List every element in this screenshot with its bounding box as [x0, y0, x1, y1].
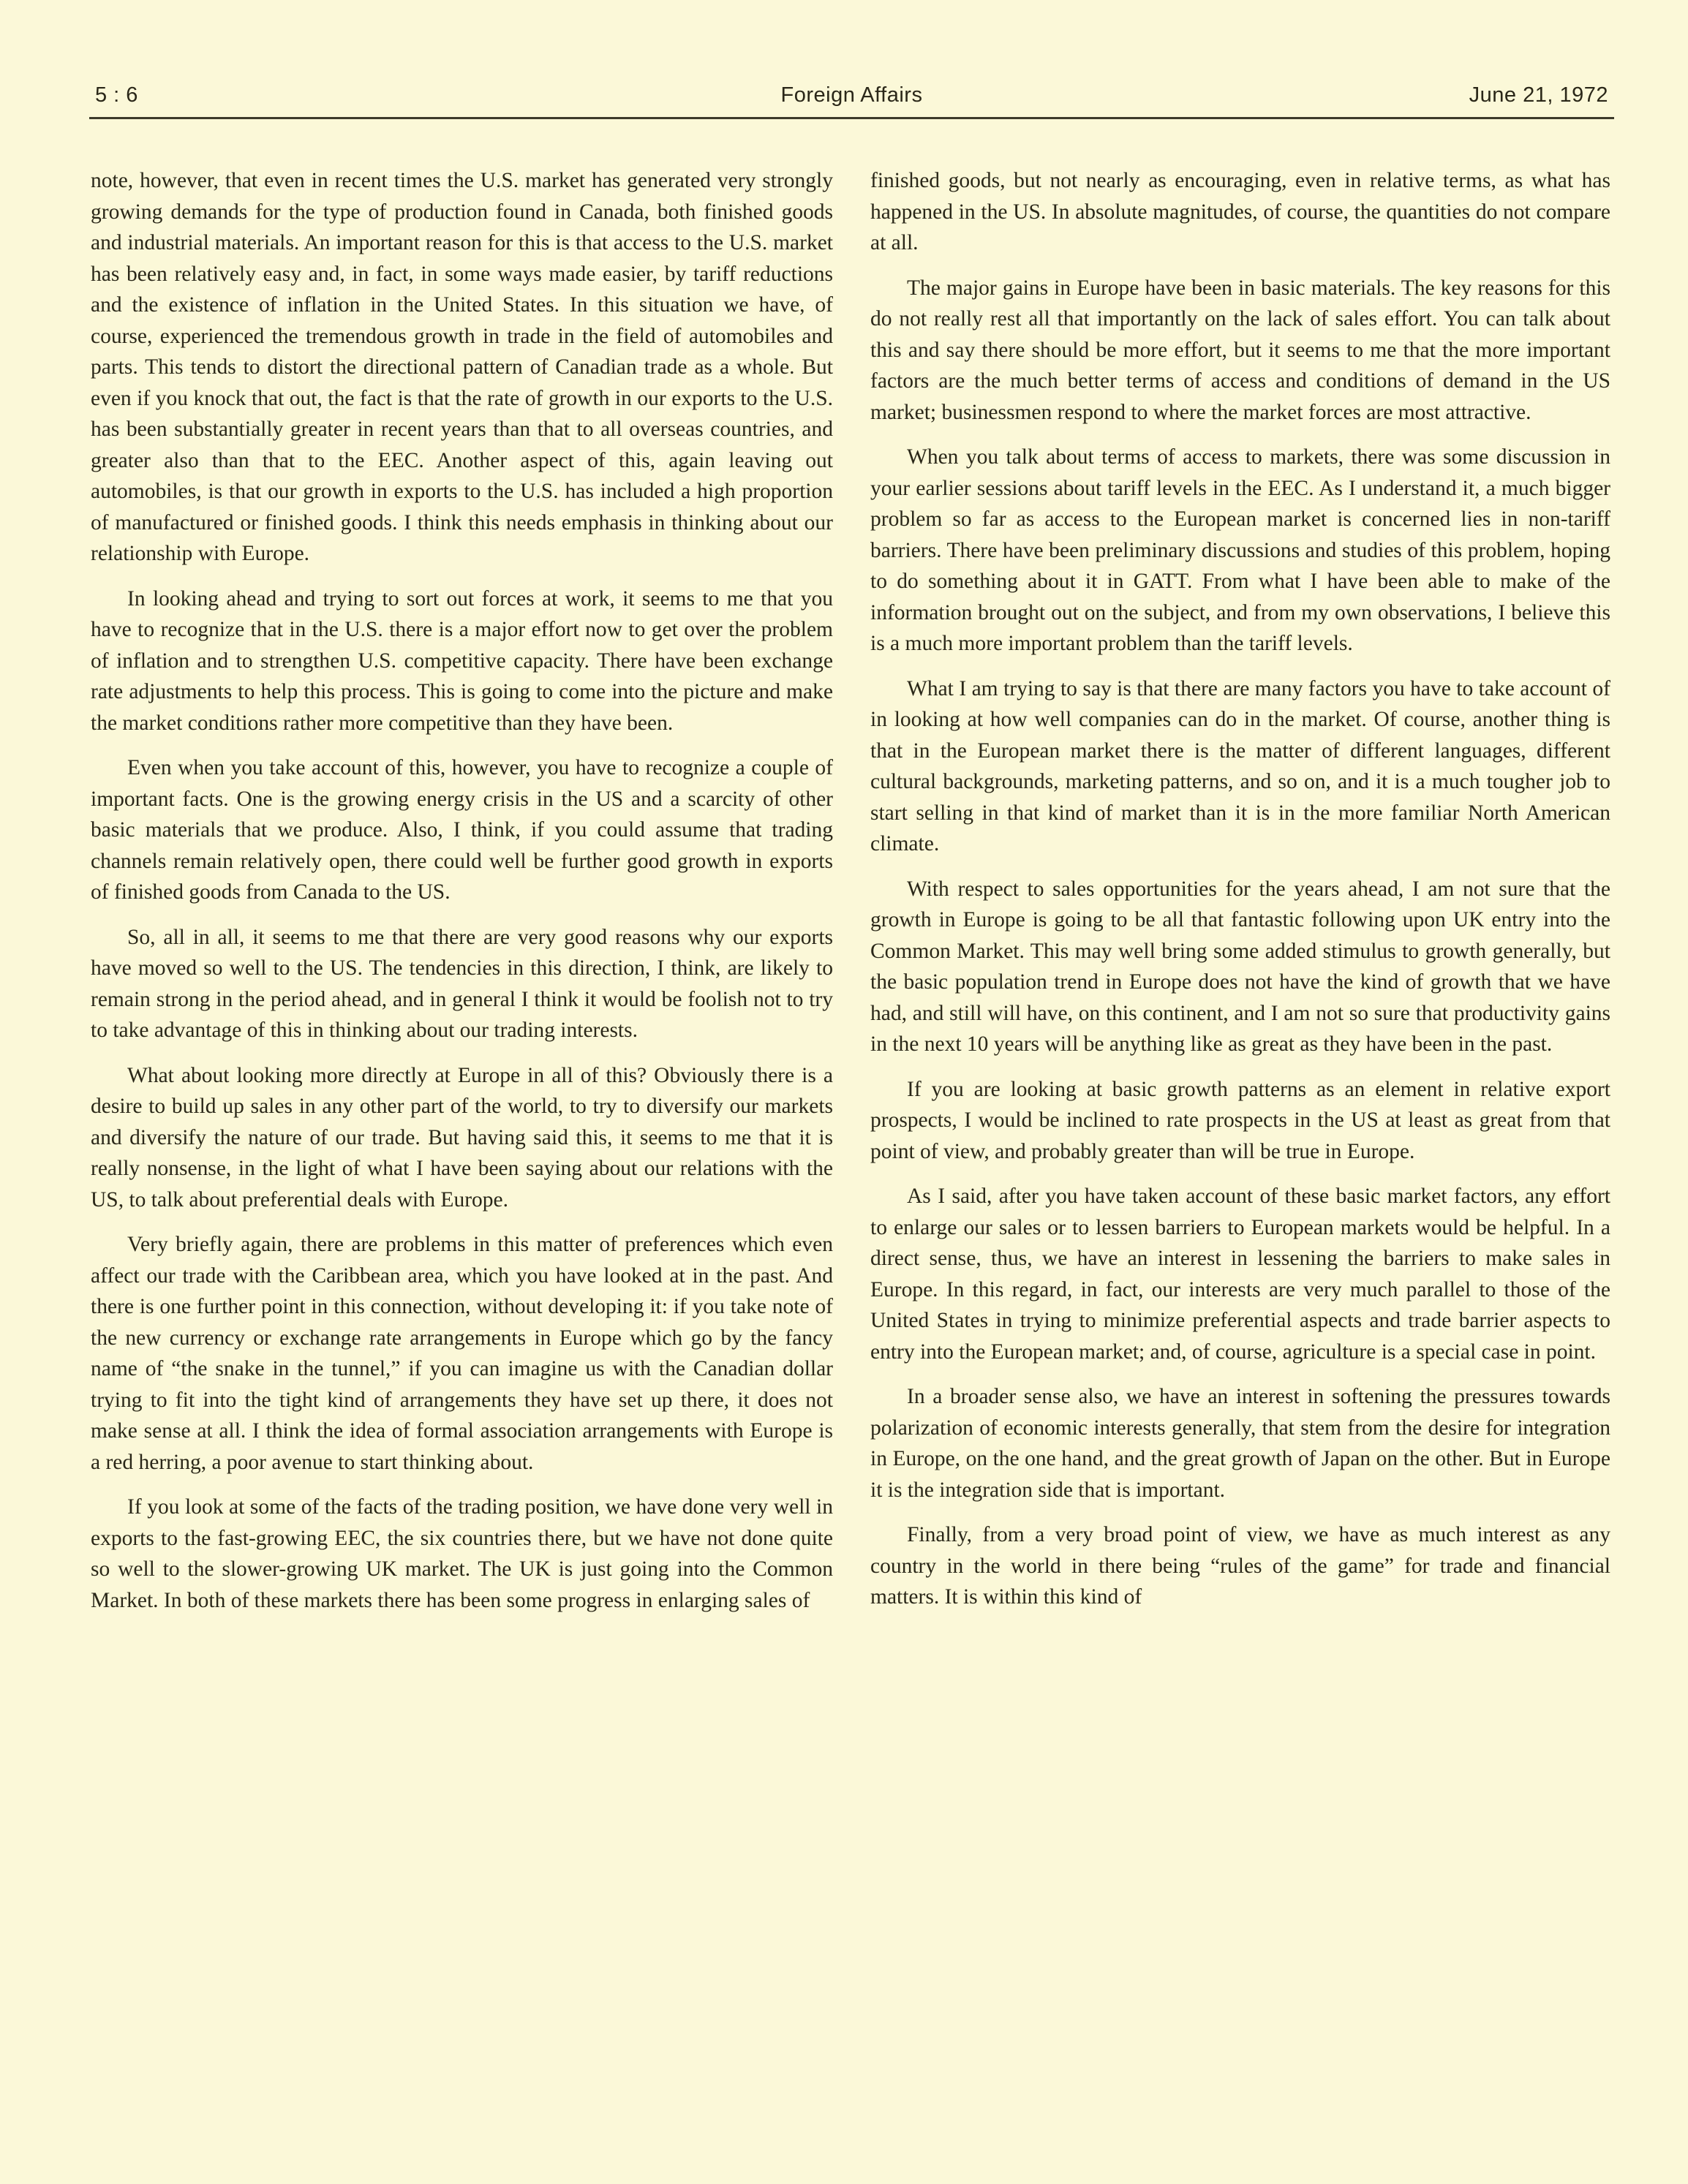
right-column	[870, 165, 1610, 1627]
paragraph: The major gains in Europe have been in basic materials. The key reasons for this do not really rest all that importantly on the lack of sales effort. You can talk about this and say there should be more effort, but it seems to me that the more important factors are the much better terms of access and conditions of demand in the US market; businessmen respond to where the market forces are most attractive.	[870, 276, 1610, 424]
paragraph: So, all in all, it seems to me that there are very good reasons why our exports have moved so well to the US. The tendencies in this direction, I think, are likely to remain strong in the period ahead, and in general I think it would be foolish not to try to take advantage of this in thinking about our trading interests.	[91, 925, 833, 1042]
paragraph: finished goods, but not nearly as encouraging, even in relative terms, as what has happened in the US. In absolute magnitudes, of course, the quantities do not compare at all.	[870, 169, 1610, 254]
paragraph: If you look at some of the facts of the trading position, we have done very well in exports to the fast-growing EEC, the six countries there, but we have not done quite so well to the slower-growing UK market. The UK is just going into the Common Market. In both of these markets there has been some progress in enlarging sales of	[91, 1495, 833, 1612]
page-header	[89, 73, 1614, 119]
paragraph: What I am trying to say is that there are many factors you have to take account of in looking at how well companies can do in the market. Of course, another thing is that in the European market there is the matter of different languages, different cultural backgrounds, marketing patterns, and so on, and it is a much tougher job to start selling in that kind of market than it is in the more familiar North American climate.	[870, 676, 1610, 855]
paragraph: note, however, that even in recent times the U.S. market has generated very strongly growing demands for the type of production found in Canada, both finished goods and industrial materials. An important reason for this is that access to the U.S. market has been relatively easy and, in fact, in some ways made easier, by tariff reductions and the existence of inflation in the United States. In this situation we have, of course, experienced the tremendous growth in trade in the field of automobiles and parts. This tends to distort the directional pattern of Canadian trade as a whole. But even if you knock that out, the fact is that the rate of growth in our exports to the U.S. has been substantially greater in recent years than that to all overseas countries, and greater also than that to the EEC. Another aspect of this, again leaving out automobiles, is that our growth in exports to the U.S. has included a high proportion of manufactured or finished goods. I think this needs emphasis in thinking about our relationship with Europe.	[91, 169, 833, 565]
paragraph: In looking ahead and trying to sort out forces at work, it seems to me that you have to recognize that in the U.S. there is a major effort now to get over the problem of inflation and to strengthen U.S. competitive capacity. There have been exchange rate adjustments to help this process. This is going to come into the picture and make the market conditions rather more competitive than they have been.	[91, 586, 833, 735]
paragraph: In a broader sense also, we have an interest in softening the pressures towards polarization of economic interests generally, that stem from the desire for integration in Europe, on the one hand, and the great growth of Japan on the other. But in Europe it is the integration side that is important.	[870, 1385, 1610, 1502]
publication-title: Foreign Affairs	[780, 83, 923, 107]
paragraph: When you talk about terms of access to markets, there was some discussion in your earlier sessions about tariff levels in the EEC. As I understand it, a much bigger problem so far as access to the European market is concerned lies in non-tariff barriers. There have been preliminary discussions and studies of this problem, hoping to do something about it in GATT. From what I have been able to make of the information brought out on the subject, and from my own observations, I believe this is a much more important problem than the tariff levels.	[870, 445, 1610, 655]
paragraph: Finally, from a very broad point of view, we have as much interest as any country in the world in there being “rules of the game” for trade and financial matters. It is within this kind of	[870, 1523, 1610, 1609]
paragraph: Very briefly again, there are problems in this matter of preferences which even affect our trade with the Caribbean area, which you have looked at in the past. And there is one further point in this connection, without developing it: if you take note of the new currency or exchange rate arrangements in Europe which go by the fancy name of “the snake in the tunnel,” if you can imagine us with the Canadian dollar trying to fit into the tight kind of arrangements they have set up there, it does not make sense at all. I think the idea of formal association arrangements with Europe is a red herring, a poor avenue to start thinking about.	[91, 1233, 833, 1474]
page-number: 5 : 6	[95, 83, 138, 107]
paragraph: As I said, after you have taken account of these basic market factors, any effort to enlarge our sales or to lessen barriers to European markets would be helpful. In a direct sense, thus, we have an interest in lessening the barriers to make sales in Europe. In this regard, in fact, our interests are very much parallel to those of the United States in trying to minimize preferential aspects and trade barrier aspects to entry into the European market; and, of course, agriculture is a special case in point.	[870, 1184, 1610, 1364]
paragraph: If you are looking at basic growth patterns as an element in relative export prospects, I would be inclined to rate prospects in the US at least as great from that point of view, and probably greater than will be true in Europe.	[870, 1077, 1610, 1163]
header-date: June 21, 1972	[1469, 83, 1608, 107]
paragraph: Even when you take account of this, however, you have to recognize a couple of important facts. One is the growing energy crisis in the US and a scarcity of other basic materials that we produce. Also, I think, if you could assume that trading channels remain relatively open, there could well be further good growth in exports of finished goods from Canada to the US.	[91, 756, 833, 904]
paragraph: With respect to sales opportunities for the years ahead, I am not sure that the growth in Europe is going to be all that fantastic following upon UK entry into the Common Market. This may well bring some added stimulus to growth generally, but the basic population trend in Europe does not have the kind of growth that we have had, and still will have, on this continent, and I am not so sure that productivity gains in the next 10 years will be anything like as great as they have been in the past.	[870, 877, 1610, 1056]
paragraph: What about looking more directly at Europe in all of this? Obviously there is a desire to build up sales in any other part of the world, to try to diversify our markets and diversify the nature of our trade. But having said this, it seems to me that it is really nonsense, in the light of what I have been saying about our relations with the US, to talk about preferential deals with Europe.	[91, 1063, 833, 1212]
left-column	[91, 165, 833, 1630]
